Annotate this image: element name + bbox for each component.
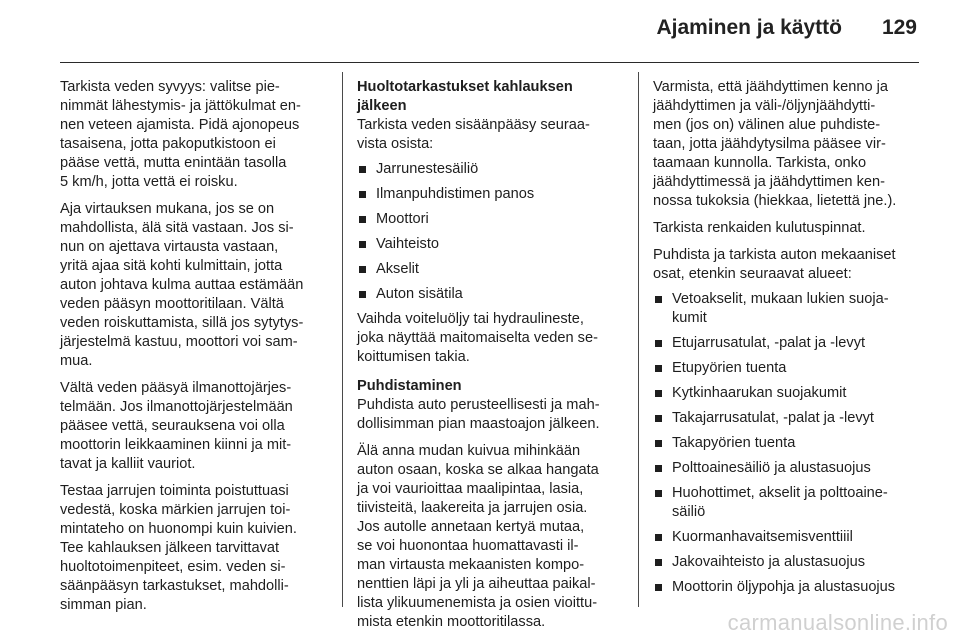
section-title: Ajaminen ja käyttö <box>656 16 842 39</box>
column-left <box>60 78 326 623</box>
column-divider-2 <box>638 72 639 607</box>
list-item: Akselit <box>357 260 627 279</box>
paragraph-air-intake: Vältä veden pääsyä ilmanottojärjes- telmään. Jos ilmanottojärjestelmään pääsee vettä, seurauksena voi olla moottorin leikkaaminen kiinni ja mit- tavat ja kalliit vauriot. <box>60 380 293 472</box>
list-item: Moottori <box>357 210 627 229</box>
paragraph-radiator: Varmista, että jäähdyttimen kenno ja jäähdyttimen ja väli-/öljynjäähdytti- men (jos on) välinen alue puhdiste- taan, jotta jäähdytysilma pääsee vir- taamaan kunnolla. Tarkista, onko jäähdyttimessä ja jäähdyttimen ken- nossa tukoksia (hiekkaa, lietettä jne.). <box>653 79 897 209</box>
list-item: Takajarrusatulat, -palat ja -levyt <box>653 409 923 428</box>
paragraph-tyres: Tarkista renkaiden kulutuspinnat. <box>653 220 866 236</box>
list-item: Kytkinhaarukan suojakumit <box>653 384 923 403</box>
list-item: Huohottimet, akselit ja polttoaine- säiliö <box>653 484 923 522</box>
wading-check-list <box>357 160 627 304</box>
mechanical-check-list <box>653 290 923 597</box>
column-middle <box>357 78 627 640</box>
column-divider-1 <box>342 72 343 607</box>
paragraph-check-intro: Tarkista veden sisäänpääsy seuraa- vista osista: <box>357 117 590 152</box>
header-rule <box>60 62 919 63</box>
list-item: Etupyörien tuenta <box>653 359 923 378</box>
paragraph-water-depth: Tarkista veden syvyys: valitse pie- nimmät lähestymis- ja jättökulmat en- nen veteen ajamista. Pidä ajonopeus tasaisena, jotta pakoputkistoon ei pääse vettä, mutta enintään tasolla 5 km/h, jotta vettä ei roisku. <box>60 79 301 190</box>
list-item: Vaihteisto <box>357 235 627 254</box>
watermark: carmanualsonline.info <box>727 610 948 635</box>
list-item: Takapyörien tuenta <box>653 434 923 453</box>
list-item: Jarrunestesäiliö <box>357 160 627 179</box>
list-item: Jakovaihteisto ja alustasuojus <box>653 553 923 572</box>
list-item: Polttoainesäiliö ja alustasuojus <box>653 459 923 478</box>
list-item: Ilmanpuhdistimen panos <box>357 185 627 204</box>
page-number: 129 <box>881 16 917 39</box>
paragraph-clean-car: Puhdista auto perusteellisesti ja mah- dollisimman pian maastoajon jälkeen. <box>357 397 600 432</box>
heading-wading-checks: Huoltotarkastukset kahlauksen jälkeen <box>357 79 573 114</box>
paragraph-brakes: Testaa jarrujen toiminta poistuttuasi vedestä, koska märkien jarrujen toi- mintateho on huonompi kuin kuivien. Tee kahlauksen jälkeen tarvittavat huoltotoimenpiteet, esim. veden si- säänpääsyn tarkastukset, mahdolli- simman pian. <box>60 483 297 613</box>
list-item: Auton sisätila <box>357 285 627 304</box>
paragraph-mud: Älä anna mudan kuivua mihinkään auton osaan, koska se alkaa hangata ja voi vaurioittaa maalipintaa, lasia, tiivisteitä, laakereita ja jarrujen osia. Jos autolle annetaan kertyä mutaa, se voi huonontaa huomattavasti il- man virtausta mekaanisten kompo- nenttien läpi ja yli ja aiheuttaa paikal- lista ylikuumenemista ja osien vioittu- mista etenkin moottoritilassa. <box>357 443 599 630</box>
paragraph-current: Aja virtauksen mukana, jos se on mahdollista, älä sitä vastaan. Jos si- nun on ajettava virtausta vastaan, yritä ajaa sitä kohti kulmittain, jotta auton johtava kulma auttaa estämään veden pääsyn moottoritilaan. Vältä veden roiskuttamista, sillä jos sytytys- järjestelmä kastuu, moottori voi sam- mua. <box>60 201 304 369</box>
list-item: Kuormanhavaitsemisventtiiil <box>653 528 923 547</box>
paragraph-oil-change: Vaihda voiteluöljy tai hydraulineste, joka näyttää maitomaiselta veden se- koittumisen takia. <box>357 311 598 365</box>
list-item: Etujarrusatulat, -palat ja -levyt <box>653 334 923 353</box>
paragraph-mechanical-intro: Puhdista ja tarkista auton mekaaniset osat, etenkin seuraavat alueet: <box>653 247 896 282</box>
column-right <box>653 78 923 603</box>
list-item: Moottorin öljypohja ja alustasuojus <box>653 578 923 597</box>
list-item: Vetoakselit, mukaan lukien suoja- kumit <box>653 290 923 328</box>
heading-cleaning: Puhdistaminen <box>357 378 462 394</box>
page-header <box>0 0 960 64</box>
